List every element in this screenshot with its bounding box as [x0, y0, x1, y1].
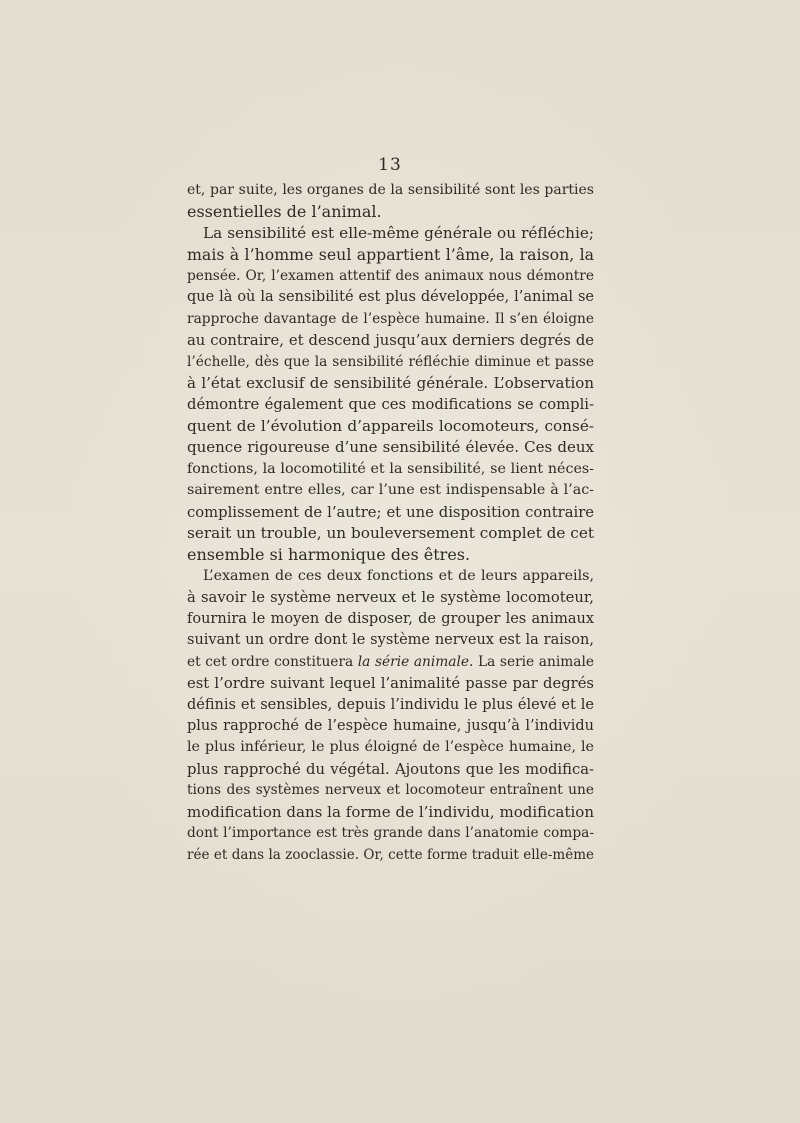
text-line: plus rapproché du végétal. Ajoutons que les modifica- [187, 760, 594, 778]
text-line: plus rapproché de l’espèce humaine, jusqu’à l’individu [187, 717, 594, 734]
italic-term: la série animale [357, 653, 470, 670]
text-line: fournira le moyen de disposer, de grouper les animaux [187, 610, 594, 627]
text-line: tions des systèmes nerveux et locomoteur entraînent une [187, 782, 594, 799]
page-number: 13 [378, 155, 402, 175]
text-line: quent de l’évolution d’appareils locomoteurs, consé- [187, 416, 594, 435]
text-line: complissement de l’autre; et une disposition contraire [187, 503, 594, 521]
text-line: à l’état exclusif de sensibilité générale. L’observation [187, 373, 594, 392]
text-line: au contraire, et descend jusqu’aux derniers degrés de [187, 332, 594, 350]
text-line: suivant un ordre dont le système nerveux est la raison, [187, 632, 594, 649]
text-line: L’examen de ces deux fonctions et de leurs appareils, [203, 567, 594, 584]
text-line: La sensibilité est elle-même générale ou réfléchie; [203, 223, 594, 242]
text-line: pensée. Or, l’examen attentif des animaux nous démontre [187, 267, 594, 284]
text-line: fonctions, la locomotilité et la sensibilité, se lient néces- [187, 460, 594, 477]
text-segment: . La serie animale [469, 653, 594, 670]
text-line: sairement entre elles, car l’une est indispensable à l’ac- [187, 482, 594, 499]
text-line: essentielles de l’animal. [187, 202, 382, 222]
text-line: quence rigoureuse d’une sensibilité élevée. Ces deux [187, 438, 594, 457]
text-line: rée et dans la zooclassie. Or, cette forme traduit elle-même [187, 846, 594, 863]
text-line: modification dans la forme de l’individu, modification [187, 802, 594, 821]
text-line: rapproche davantage de l’espèce humaine. Il s’en éloigne [187, 310, 594, 327]
text-line: l’échelle, dès que la sensibilité réfléchie diminue et passe [187, 353, 594, 370]
text-line: ensemble si harmonique des êtres. [187, 545, 471, 565]
text-line: serait un trouble, un bouleversement complet de cet [187, 524, 594, 542]
text-line: que là où la sensibilité est plus développée, l’animal se [187, 289, 594, 306]
text-line: dont l’importance est très grande dans l’anatomie compa- [187, 825, 594, 842]
text-line: démontre également que ces modifications se compli- [187, 396, 594, 414]
text-segment: et cet ordre constituera [187, 653, 358, 670]
text-line: mais à l’homme seul appartient l’âme, la raison, la [187, 245, 594, 265]
text-line: à savoir le système nerveux et le système locomoteur, [187, 589, 594, 607]
text-line: définis et sensibles, depuis l’individu le plus élevé et le [187, 696, 594, 713]
text-line: est l’ordre suivant lequel l’animalité passe par degrés [187, 675, 594, 693]
body-text [187, 180, 594, 866]
text-line: et, par suite, les organes de la sensibilité sont les parties [187, 182, 594, 198]
text-line-with-italic [187, 652, 594, 673]
text-line: le plus inférieur, le plus éloigné de l’espèce humaine, le [187, 739, 594, 756]
